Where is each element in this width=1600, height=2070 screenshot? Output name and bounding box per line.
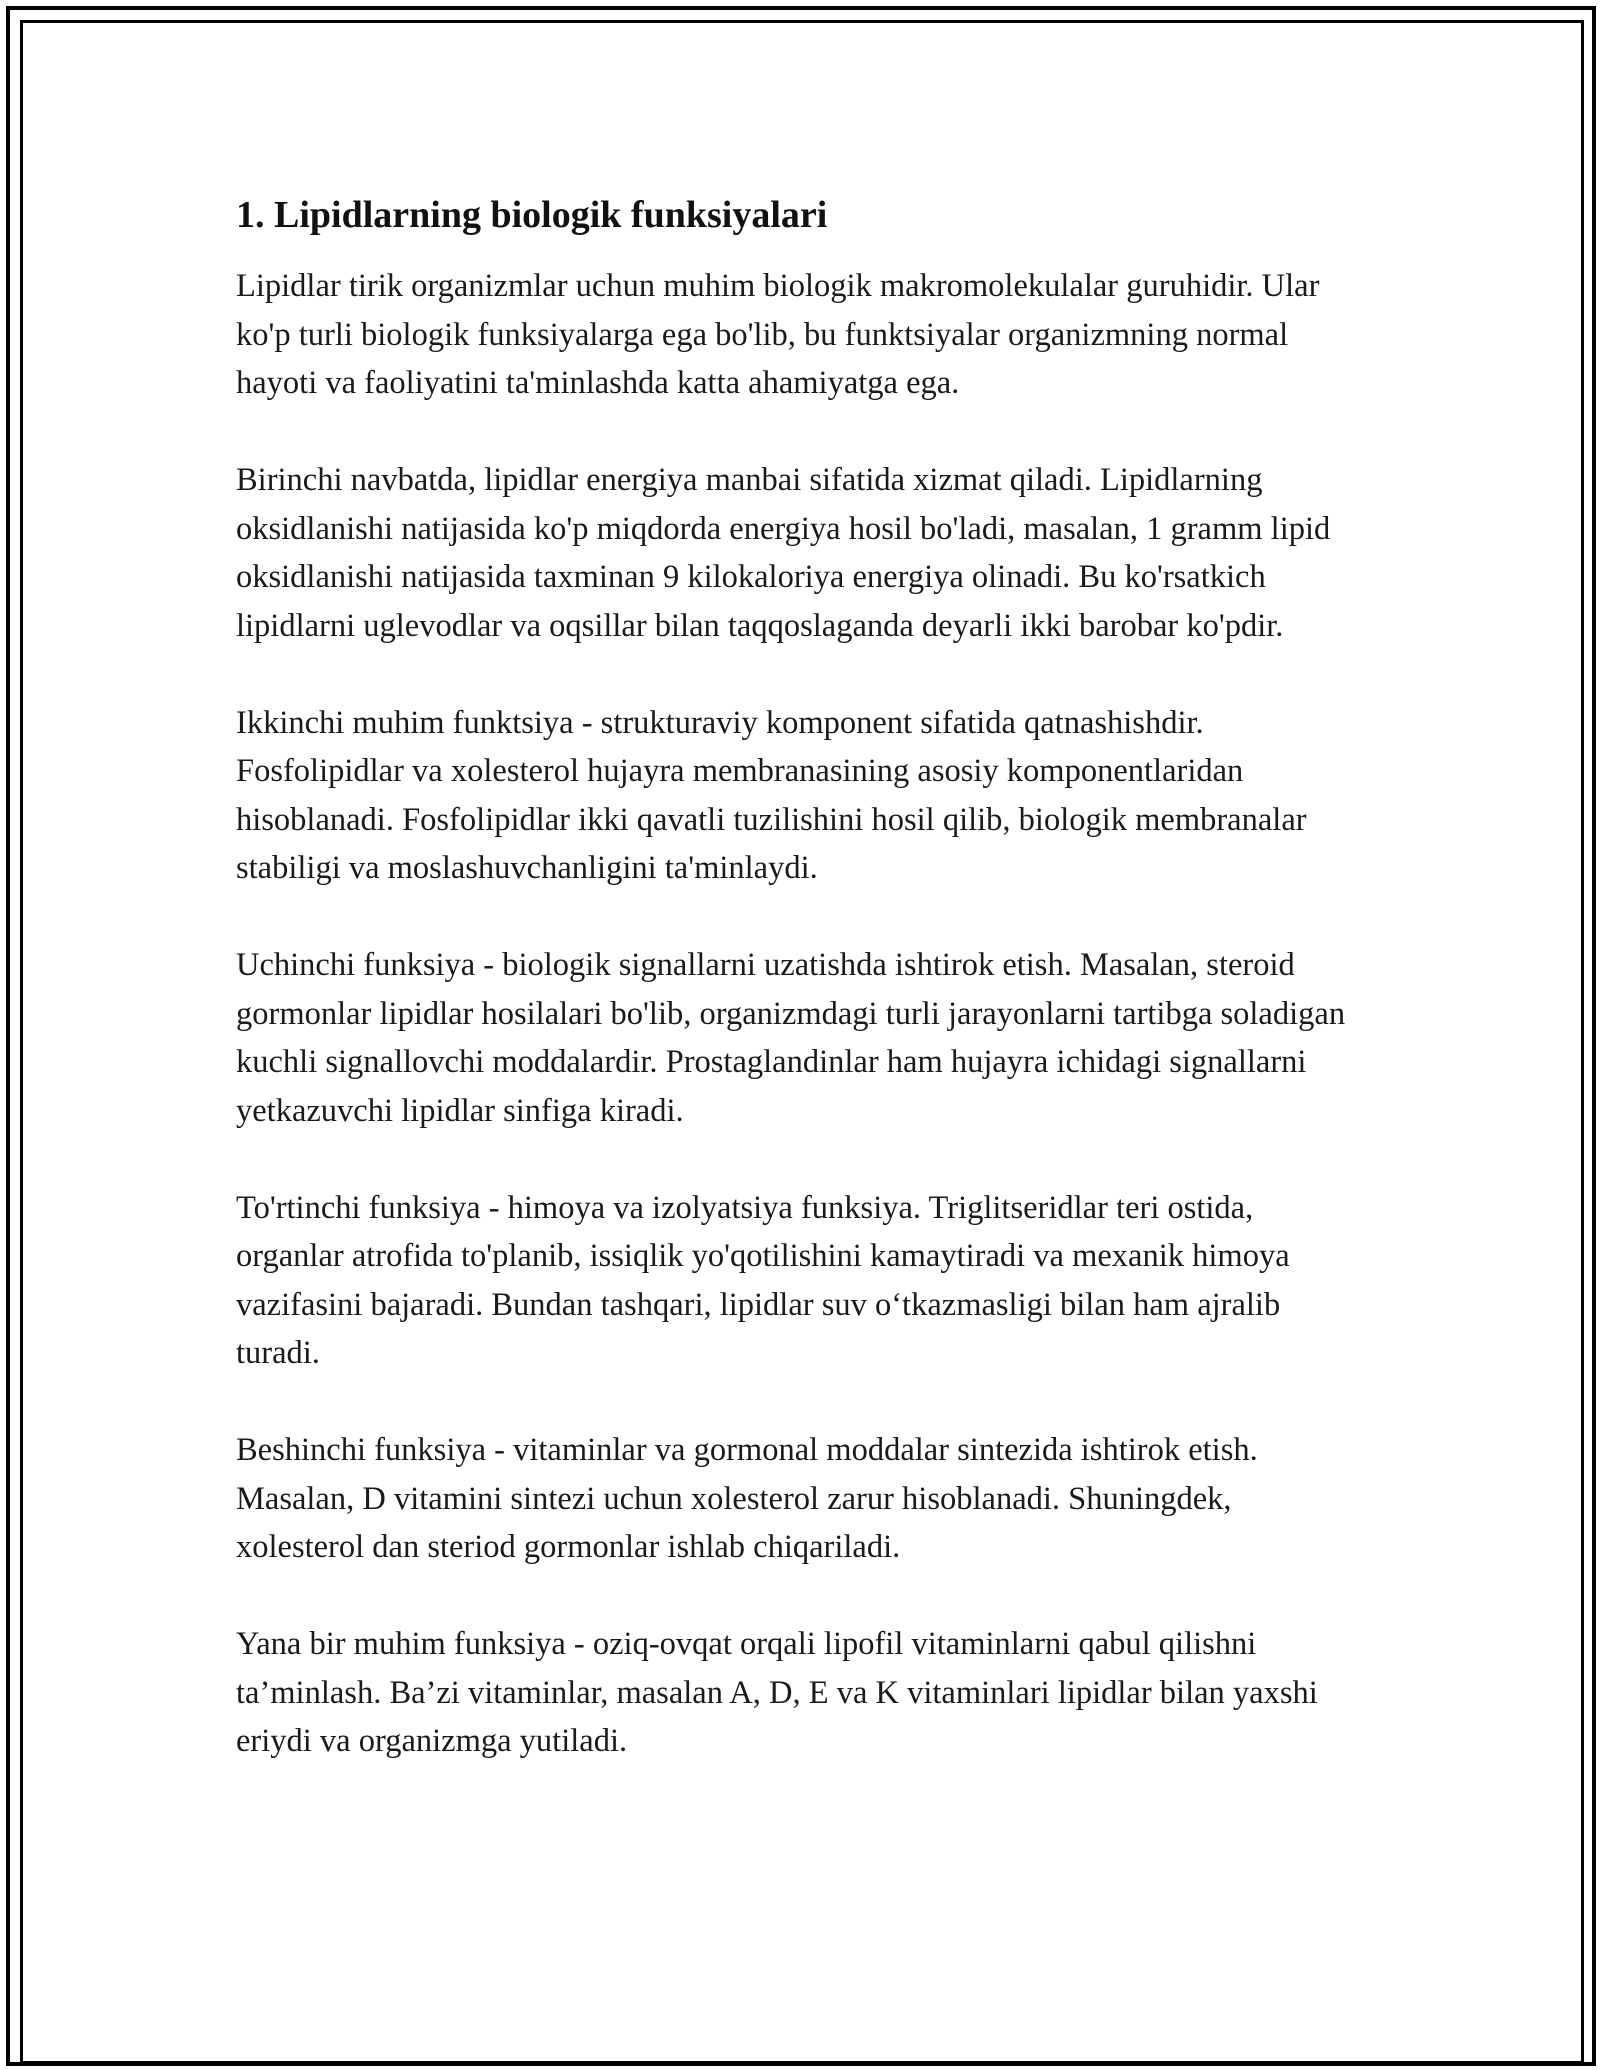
paragraph-signaling-function: Uchinchi funksiya - biologik signallarni uzatishda ishtirok etish. Masalan, steroid gormonlar lipidlar hosilalari bo'lib, organizmdagi turli jarayonlarni tartibga soladigan kuchli signallovchi moddalardir. Prostaglandinlar ham hujayra ichidagi signallarni yetkazuvchi lipidlar sinfiga kiradi. [236, 947, 1346, 1129]
paragraph-vitamin-absorption: Yana bir muhim funksiya - oziq-ovqat orqali lipofil vitaminlarni qabul qilishni ta’minlash. Ba’zi vitaminlar, masalan A, D, E va K vitaminlari lipidlar bilan yaxshi eriydi va organizmga yutiladi. [236, 1626, 1318, 1759]
paragraph-synthesis-function: Beshinchi funksiya - vitaminlar va gormonal moddalar sintezida ishtirok etish. Masalan, D vitamini sintezi uchun xolesterol zarur hisoblanadi. Shuningdek, xolesterol dan steriod gormonlar ishlab chiqariladi. [236, 1432, 1258, 1565]
paragraph-energy-function: Birinchi navbatda, lipidlar energiya manbai sifatida xizmat qiladi. Lipidlarning oksidlanishi natijasida ko'p miqdorda energiya hosil bo'ladi, masalan, 1 gramm lipid oksidlanishi natijasida taxminan 9 kilokaloriya energiya olinadi. Bu ko'rsatkich lipidlarni uglevodlar va oqsillar bilan taqqoslaganda deyarli ikki barobar ko'pdir. [236, 462, 1331, 644]
paragraph-intro: Lipidlar tirik organizmlar uchun muhim biologik makromolekulalar guruhidir. Ular ko'p turli biologik funksiyalarga ega bo'lib, bu funktsiyalar organizmning normal hayoti va faoliyatini ta'minlashda katta ahamiyatga ega. [236, 268, 1320, 401]
section-heading: 1. Lipidlarning biologik funksiyalari [236, 194, 828, 236]
paragraph-protective-function: To'rtinchi funksiya - himoya va izolyatsiya funksiya. Triglitseridlar teri ostida, organlar atrofida to'planib, issiqlik yo'qotilishini kamaytiradi va mexanik himoya vazifasini bajaradi. Bundan tashqari, lipidlar suv o‘tkazmasligi bilan ham ajralib turadi. [236, 1189, 1290, 1371]
document-body [236, 190, 1366, 1766]
paragraph-structural-function: Ikkinchi muhim funktsiya - strukturaviy komponent sifatida qatnashishdir. Fosfolipidlar va xolesterol hujayra membranasining asosiy komponentlaridan hisoblanadi. Fosfolipidlar ikki qavatli tuzilishini hosil qilib, biologik membranalar stabiligi va moslashuvchanligini ta'minlaydi. [236, 704, 1307, 886]
